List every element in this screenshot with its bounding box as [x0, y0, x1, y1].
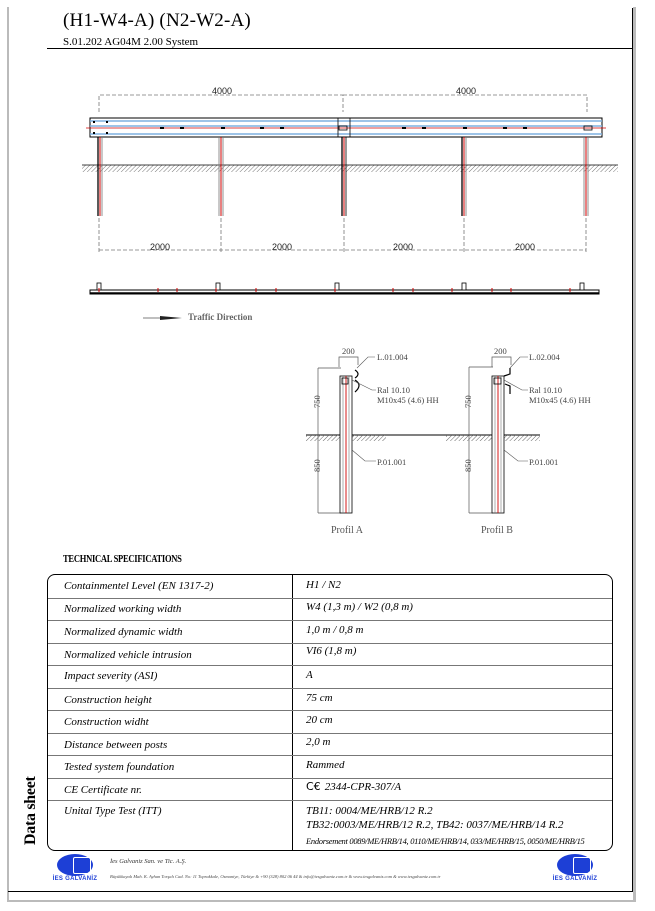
- logo-oval-icon: [557, 854, 593, 876]
- table-row: [48, 643, 612, 666]
- profile-a-caption: Profil A: [331, 525, 363, 536]
- spec-value: A: [306, 669, 313, 681]
- itt-line-2: TB32:0003/ME/HRB/12 R.2, TB42: 0037/ME/HRB/14 R.2: [306, 819, 564, 831]
- ce-certificate-number: 2344-CPR-307/A: [324, 781, 402, 793]
- table-row: [48, 620, 612, 644]
- spec-label: Tested system foundation: [64, 761, 175, 773]
- profile-a-bolt-spec: M10x45 (4.6) HH: [377, 395, 439, 405]
- table-row: [48, 575, 612, 599]
- company-logo-right: [551, 854, 599, 884]
- dim-label: 4000: [456, 86, 477, 96]
- page-title: (H1-W4-A) (N2-W2-A): [63, 10, 251, 31]
- spec-label: Normalized working width: [64, 603, 182, 615]
- dim-label: 4000: [212, 86, 233, 96]
- dim-label: 2000: [272, 242, 293, 252]
- spec-label: Distance between posts: [64, 739, 168, 751]
- profile-b-height-dim: 750: [463, 395, 473, 408]
- table-row: [48, 688, 612, 711]
- spec-label: Construction height: [64, 694, 152, 706]
- table-row: [48, 733, 612, 756]
- logo-text: İES GALVANİZ: [552, 876, 598, 882]
- side-label-data-sheet: Data sheet: [22, 776, 39, 845]
- ce-mark-icon: C€: [306, 780, 321, 793]
- specs-title: TECHNICAL SPECIFICATIONS: [63, 554, 182, 565]
- profile-a-height-dim: 750: [312, 395, 322, 408]
- footer-company-name: İes Galvaniz San. ve Tic. A.Ş.: [110, 858, 187, 865]
- traffic-direction-label: Traffic Direction: [188, 312, 253, 322]
- table-row: [48, 778, 612, 801]
- spec-value: 75 cm: [306, 692, 333, 704]
- spec-label: Containmentel Level (EN 1317-2): [64, 580, 214, 592]
- spec-label: Impact severity (ASI): [64, 670, 158, 682]
- company-logo: [51, 854, 99, 884]
- spec-label: CE Certificate nr.: [64, 784, 142, 796]
- profile-b-width-dim: 200: [494, 346, 507, 356]
- profile-b-post-ref: P.01.001: [529, 457, 559, 467]
- spec-value: VI6 (1,8 m): [306, 645, 357, 657]
- footer-address: Büyükkayalı Mah. K. Ayhan Torşalı Cad. No: 11 Toprakkale, Osmaniye, Türkiye & +90 (328) 802 06 44 & info@iesgalvaniz.com.tr & www.iesgalvaniz.com & www.iesgalvaniz.com.tr: [110, 874, 441, 879]
- profile-b-depth-dim: 850: [463, 459, 473, 472]
- spec-label: Unital Type Test (ITT): [64, 805, 162, 817]
- profile-a-depth-dim: 850: [312, 459, 322, 472]
- spec-label: Normalized dynamic width: [64, 626, 183, 638]
- table-row: [48, 665, 612, 689]
- dim-label: 2000: [393, 242, 414, 252]
- spec-label: Construction widht: [64, 716, 149, 728]
- table-row: [48, 710, 612, 734]
- page-subtitle: S.01.202 AG04M 2.00 System: [63, 36, 199, 48]
- profile-b-caption: Profil B: [481, 525, 513, 536]
- itt-line-1: TB11: 0004/ME/HRB/12 R.2: [306, 805, 433, 817]
- spec-value: 20 cm: [306, 714, 333, 726]
- dim-label: 2000: [515, 242, 536, 252]
- specs-table: [47, 574, 613, 851]
- itt-line-3: Endorsement 0089/ME/HRB/14, 0110/ME/HRB/14, 033/ME/HRB/15, 0050/ME/HRB/15: [306, 836, 585, 846]
- profile-a-bolt-ref: Ral 10.10: [377, 385, 411, 395]
- content-border-bottom: [8, 891, 633, 892]
- table-row: [48, 598, 612, 621]
- profile-a-post-ref: P.01.001: [377, 457, 407, 467]
- profile-b-bolt-spec: M10x45 (4.6) HH: [529, 395, 591, 405]
- profile-a-width-dim: 200: [342, 346, 355, 356]
- logo-oval-icon: [57, 854, 93, 876]
- spec-value: [306, 780, 401, 793]
- profile-b-bolt-ref: Ral 10.10: [529, 385, 563, 395]
- profile-a-rail-ref: L.01.004: [377, 352, 408, 362]
- spec-value: 1,0 m / 0,8 m: [306, 624, 364, 636]
- spec-value: W4 (1,3 m) / W2 (0,8 m): [306, 601, 413, 613]
- spec-value: H1 / N2: [306, 579, 341, 591]
- spec-value: Rammed: [306, 759, 345, 771]
- dim-label: 2000: [150, 242, 171, 252]
- profile-b-rail-ref: L.02.004: [529, 352, 560, 362]
- table-row: [48, 800, 612, 850]
- table-row: [48, 755, 612, 779]
- spec-label: Normalized vehicle intrusion: [64, 649, 192, 661]
- logo-text: İES GALVANİZ: [52, 876, 98, 882]
- spec-value: 2,0 m: [306, 736, 331, 748]
